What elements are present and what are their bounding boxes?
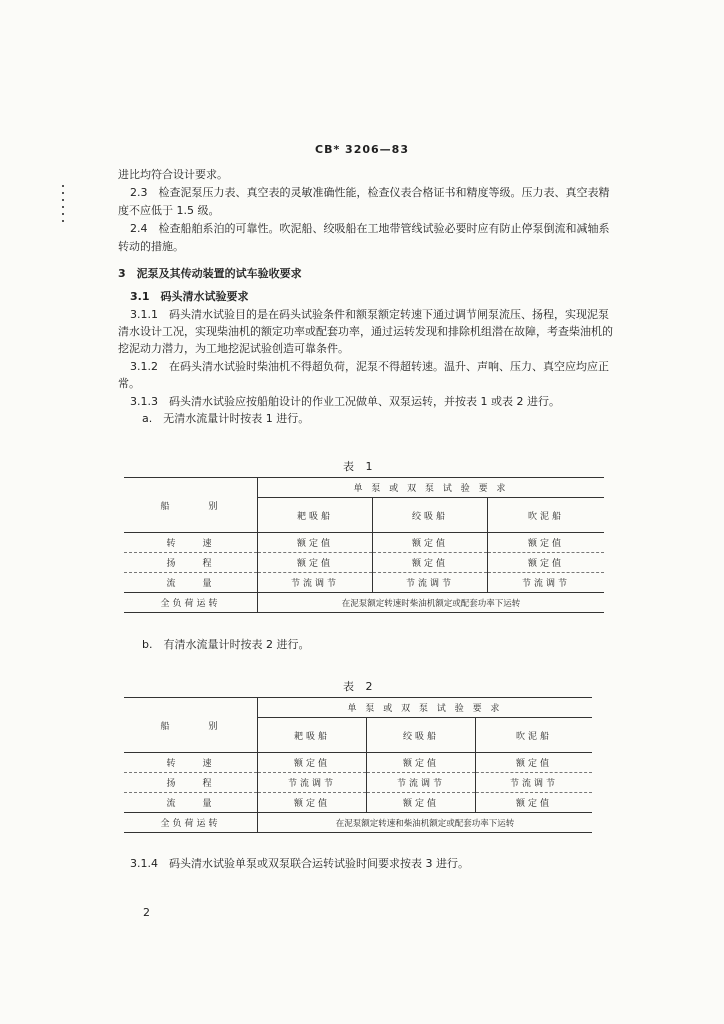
table-2-cell: 额定值 [258, 753, 367, 773]
table-1-ship-type: 耙吸船 [258, 498, 373, 533]
table-1-cell: 额定值 [488, 553, 605, 573]
table-2-cell: 额定值 [367, 753, 476, 773]
list-item-a: a. 无清水流量计时按表 1 进行。 [142, 412, 310, 425]
table-2-cell: 额定值 [367, 793, 476, 813]
table-2-cell: 额定值 [476, 793, 593, 813]
list-item-b: b. 有清水流量计时按表 2 进行。 [142, 638, 310, 651]
table-1-caption: 表 1 [343, 460, 377, 473]
paragraph-line: 3.1.4 码头清水试验单泵或双泵联合运转试验时间要求按表 3 进行。 [130, 857, 469, 870]
table-2-caption: 表 2 [343, 680, 377, 693]
table-2-load-label: 全负荷运转 [124, 813, 258, 833]
table-1-cell: 额定值 [373, 553, 488, 573]
table-2-class-header: 船 别 [124, 698, 258, 753]
table-1-ship-type: 绞吸船 [373, 498, 488, 533]
paragraph-line: 2.4 检查船舶系泊的可靠性。吹泥船、绞吸船在工地带管线试验必要时应有防止停泵倒流和减轴系 [130, 222, 610, 235]
section-3-heading: 3 泥泵及其传动装置的试车验收要求 [118, 267, 302, 280]
table-2-row-label: 扬 程 [124, 773, 258, 793]
table-1-cell: 额定值 [488, 533, 605, 553]
table-2 [124, 697, 592, 833]
paragraph-line: 常。 [118, 377, 140, 390]
table-2-cell: 额定值 [258, 793, 367, 813]
paragraph-line: 度不应低于 1.5 级。 [118, 204, 220, 217]
document-code-header: CB* 3206—83 [315, 143, 409, 156]
table-2-ship-type: 绞吸船 [367, 718, 476, 753]
table-1-class-header: 船 别 [124, 478, 258, 533]
table-1 [124, 477, 604, 613]
table-2-cell: 节流调节 [258, 773, 367, 793]
table-1-row-label: 扬 程 [124, 553, 258, 573]
paragraph-line: 清水设计工况，实现柴油机的额定功率或配套功率，通过运转发现和排除机组潜在故障，考查柴油机的 [118, 325, 613, 338]
table-2-load-note: 在泥泵额定转速和柴油机额定或配套功率下运转 [258, 813, 593, 833]
page-number: 2 [143, 906, 150, 919]
table-2-row-label: 转 速 [124, 753, 258, 773]
table-1-cell: 节流调节 [373, 573, 488, 593]
paragraph-line: 3.1.2 在码头清水试验时柴油机不得超负荷，泥泵不得超转速。温升、声响、压力、真空应均应正 [130, 360, 609, 373]
table-1-cell: 额定值 [258, 553, 373, 573]
table-1-cell: 额定值 [373, 533, 488, 553]
paragraph-line: 挖泥动力潜力，为工地挖泥试验创造可靠条件。 [118, 342, 349, 355]
paragraph-line: 转动的措施。 [118, 240, 184, 253]
table-2-row-label: 流 量 [124, 793, 258, 813]
table-2-cell: 节流调节 [476, 773, 593, 793]
table-1-row-label: 转 速 [124, 533, 258, 553]
binding-margin-marks [62, 185, 65, 227]
table-2-ship-type: 吹泥船 [476, 718, 593, 753]
table-1-ship-type: 吹泥船 [488, 498, 605, 533]
section-3-1-heading: 3.1 码头清水试验要求 [130, 290, 249, 303]
table-2-ship-type: 耙吸船 [258, 718, 367, 753]
paragraph-line: 2.3 检查泥泵压力表、真空表的灵敏准确性能，检查仪表合格证书和精度等级。压力表、真空表精 [130, 186, 610, 199]
table-1-group-header: 单 泵 或 双 泵 试 验 要 求 [258, 478, 605, 498]
paragraph-line: 3.1.1 码头清水试验目的是在码头试验条件和额泵额定转速下通过调节闸泵流压、扬程，实现泥泵 [130, 308, 609, 321]
table-2-cell: 节流调节 [367, 773, 476, 793]
table-1-cell: 节流调节 [488, 573, 605, 593]
table-2-group-header: 单 泵 或 双 泵 试 验 要 求 [258, 698, 593, 718]
paragraph-line: 3.1.3 码头清水试验应按船舶设计的作业工况做单、双泵运转，并按表 1 或表 2 进行。 [130, 395, 560, 408]
paragraph-line: 进比均符合设计要求。 [118, 168, 228, 181]
table-1-load-label: 全负荷运转 [124, 593, 258, 613]
table-1-row-label: 流 量 [124, 573, 258, 593]
table-1-load-note: 在泥泵额定转速时柴油机额定或配套功率下运转 [258, 593, 605, 613]
table-1-cell: 节流调节 [258, 573, 373, 593]
table-1-cell: 额定值 [258, 533, 373, 553]
table-2-cell: 额定值 [476, 753, 593, 773]
